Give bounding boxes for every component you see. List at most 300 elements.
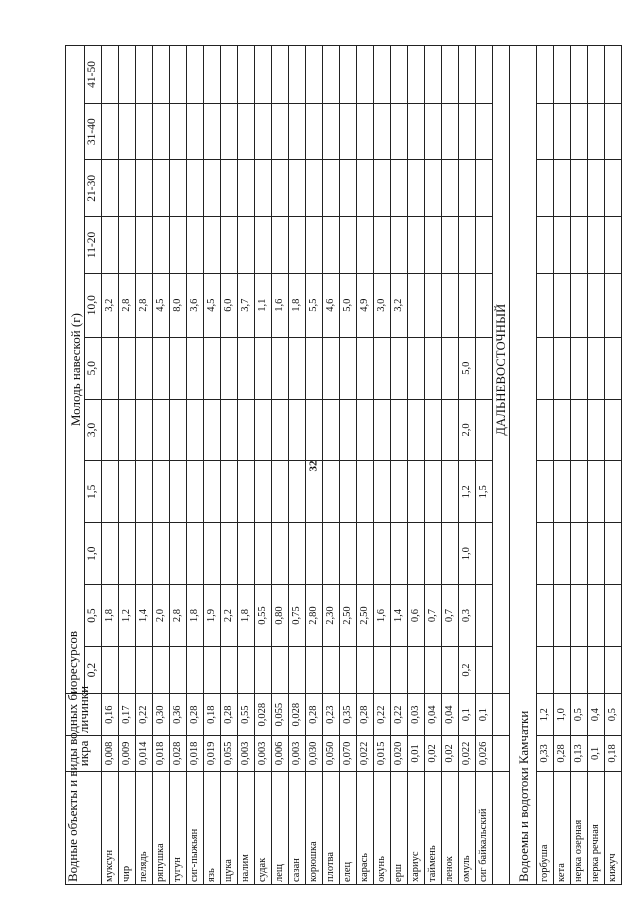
- molod-value: [136, 523, 153, 585]
- molod-value: [391, 217, 408, 274]
- molod-value: [221, 461, 238, 523]
- species-name: окунь: [374, 771, 391, 884]
- molod-value: [374, 523, 391, 585]
- molod-value: [289, 399, 306, 461]
- molod-value: 1,0: [459, 523, 476, 585]
- lichinki-value: 0,4: [588, 694, 605, 736]
- species-name: язь: [204, 771, 221, 884]
- molod-value: [119, 399, 136, 461]
- molod-value: [605, 523, 622, 585]
- molod-value: [537, 523, 554, 585]
- molod-value: [102, 646, 119, 693]
- weight-header: 1,5: [85, 461, 102, 523]
- molod-value: [391, 160, 408, 217]
- molod-value: [442, 399, 459, 461]
- ikra-value: 0,18: [605, 736, 622, 772]
- molod-value: [323, 461, 340, 523]
- table-row: [554, 46, 571, 885]
- molod-value: [255, 399, 272, 461]
- molod-value: [340, 399, 357, 461]
- molod-value: [255, 646, 272, 693]
- molod-value: [323, 46, 340, 104]
- ikra-value: 0,050: [323, 736, 340, 772]
- weight-header: 0,2: [85, 646, 102, 693]
- molod-value: [605, 160, 622, 217]
- molod-value: [374, 160, 391, 217]
- molod-value: 1,1: [255, 273, 272, 337]
- molod-value: [476, 160, 493, 217]
- table-row: [153, 46, 170, 885]
- molod-value: [204, 461, 221, 523]
- molod-value: [554, 46, 571, 104]
- molod-value: [588, 46, 605, 104]
- species-name: таймень: [425, 771, 442, 884]
- molod-value: [136, 160, 153, 217]
- molod-value: [119, 103, 136, 160]
- molod-value: 1,5: [476, 461, 493, 523]
- molod-value: [459, 160, 476, 217]
- molod-value: [170, 646, 187, 693]
- molod-value: [357, 217, 374, 274]
- molod-value: [221, 646, 238, 693]
- molod-value: [554, 160, 571, 217]
- table-row: [374, 46, 391, 885]
- molod-value: [554, 217, 571, 274]
- section-blank-2: [493, 736, 510, 772]
- molod-value: 1,8: [187, 585, 204, 647]
- ikra-value: 0,070: [340, 736, 357, 772]
- molod-value: 3,2: [102, 273, 119, 337]
- molod-value: [204, 399, 221, 461]
- species-name: плотва: [323, 771, 340, 884]
- table-row: [272, 46, 289, 885]
- molod-value: [136, 217, 153, 274]
- lichinki-value: 0,1: [459, 694, 476, 736]
- lichinki-value: 0,055: [272, 694, 289, 736]
- molod-value: [204, 523, 221, 585]
- molod-value: [537, 103, 554, 160]
- molod-value: [357, 523, 374, 585]
- weight-header: 41-50: [85, 46, 102, 104]
- molod-value: [425, 646, 442, 693]
- molod-value: [289, 46, 306, 104]
- species-name: кижуч: [605, 771, 622, 884]
- molod-value: 0,7: [425, 585, 442, 647]
- molod-value: 2,0: [153, 585, 170, 647]
- table-row: [537, 46, 554, 885]
- molod-value: [425, 461, 442, 523]
- molod-value: [442, 337, 459, 399]
- molod-value: [153, 399, 170, 461]
- weight-header: 31-40: [85, 103, 102, 160]
- molod-value: [170, 461, 187, 523]
- ikra-value: 0,003: [255, 736, 272, 772]
- molod-value: [306, 399, 323, 461]
- molod-value: [153, 217, 170, 274]
- lichinki-value: 0,1: [476, 694, 493, 736]
- molod-value: [187, 523, 204, 585]
- molod-value: [476, 646, 493, 693]
- molod-value: [340, 461, 357, 523]
- molod-value: [119, 217, 136, 274]
- molod-value: [170, 103, 187, 160]
- molod-value: 5,0: [340, 273, 357, 337]
- molod-value: [357, 103, 374, 160]
- lichinki-value: 0,30: [153, 694, 170, 736]
- molod-value: [119, 523, 136, 585]
- molod-value: [306, 646, 323, 693]
- table-row: [391, 46, 408, 885]
- molod-value: [153, 103, 170, 160]
- molod-value: [357, 461, 374, 523]
- molod-value: [425, 399, 442, 461]
- ikra-value: 0,022: [459, 736, 476, 772]
- table-row: [289, 46, 306, 885]
- molod-value: [306, 337, 323, 399]
- molod-value: [187, 399, 204, 461]
- species-name: пелядь: [136, 771, 153, 884]
- table-row: [408, 46, 425, 885]
- molod-value: 1,4: [136, 585, 153, 647]
- fish-stocking-table: [65, 45, 622, 885]
- molod-value: 0,6: [408, 585, 425, 647]
- section-blank-3: [493, 694, 510, 736]
- molod-value: [357, 399, 374, 461]
- molod-value: 1,8: [289, 273, 306, 337]
- molod-value: 1,4: [391, 585, 408, 647]
- header-molod: Молодь навеской (г): [66, 46, 85, 694]
- species-name: нерка речная: [588, 771, 605, 884]
- molod-value: [340, 646, 357, 693]
- header-ikra: икра: [66, 736, 102, 772]
- table-row: [476, 46, 493, 885]
- molod-value: [408, 217, 425, 274]
- molod-value: [605, 217, 622, 274]
- species-name: ерш: [391, 771, 408, 884]
- molod-value: [588, 273, 605, 337]
- molod-value: [255, 217, 272, 274]
- table-row: [605, 46, 622, 885]
- molod-value: [289, 646, 306, 693]
- molod-value: [374, 646, 391, 693]
- molod-value: [571, 46, 588, 104]
- molod-value: [408, 46, 425, 104]
- molod-value: [357, 337, 374, 399]
- molod-value: [323, 337, 340, 399]
- molod-value: [306, 160, 323, 217]
- molod-value: 6,0: [221, 273, 238, 337]
- molod-value: 2,8: [136, 273, 153, 337]
- molod-value: [323, 646, 340, 693]
- table-row: [136, 46, 153, 885]
- molod-value: [459, 217, 476, 274]
- molod-value: 2,50: [357, 585, 374, 647]
- table-row: [571, 46, 588, 885]
- rotated-table-wrapper: [65, 45, 635, 885]
- molod-value: [476, 46, 493, 104]
- molod-value: [187, 646, 204, 693]
- molod-value: [391, 103, 408, 160]
- molod-value: 2,30: [323, 585, 340, 647]
- molod-value: [238, 523, 255, 585]
- species-name: налим: [238, 771, 255, 884]
- molod-value: [425, 273, 442, 337]
- molod-value: [408, 337, 425, 399]
- lichinki-value: 0,16: [102, 694, 119, 736]
- molod-value: [289, 523, 306, 585]
- species-name: муксун: [102, 771, 119, 884]
- molod-value: 1,6: [374, 585, 391, 647]
- molod-value: [255, 461, 272, 523]
- molod-value: [588, 337, 605, 399]
- molod-value: [537, 46, 554, 104]
- molod-value: [102, 160, 119, 217]
- molod-value: [605, 103, 622, 160]
- molod-value: 3,0: [374, 273, 391, 337]
- molod-value: [272, 217, 289, 274]
- molod-value: [476, 217, 493, 274]
- table-row: [170, 46, 187, 885]
- section-row: [493, 46, 510, 885]
- molod-value: [537, 337, 554, 399]
- molod-value: [554, 585, 571, 647]
- molod-value: [425, 46, 442, 104]
- species-name: судак: [255, 771, 272, 884]
- ikra-value: 0,13: [571, 736, 588, 772]
- molod-value: [374, 399, 391, 461]
- molod-value: [187, 337, 204, 399]
- molod-value: [442, 46, 459, 104]
- molod-value: [340, 160, 357, 217]
- molod-value: [119, 46, 136, 104]
- molod-value: [571, 646, 588, 693]
- molod-value: [554, 103, 571, 160]
- ikra-value: 0,020: [391, 736, 408, 772]
- molod-value: 2,80: [306, 585, 323, 647]
- molod-value: 5,0: [459, 337, 476, 399]
- table-row: [255, 46, 272, 885]
- ikra-value: 0,028: [170, 736, 187, 772]
- ikra-value: 0,030: [306, 736, 323, 772]
- lichinki-value: 0,22: [136, 694, 153, 736]
- molod-value: [425, 160, 442, 217]
- molod-value: [306, 46, 323, 104]
- species-name: кета: [554, 771, 571, 884]
- molod-value: [323, 217, 340, 274]
- molod-value: [289, 160, 306, 217]
- species-name: чир: [119, 771, 136, 884]
- table-row: [102, 46, 119, 885]
- header-species: Водные объекты и виды водных биоресурсов: [66, 771, 102, 884]
- molod-value: [272, 646, 289, 693]
- weight-header: 21-30: [85, 160, 102, 217]
- molod-value: [571, 399, 588, 461]
- molod-value: 3,6: [187, 273, 204, 337]
- molod-value: [605, 273, 622, 337]
- molod-value: [459, 46, 476, 104]
- molod-value: [605, 585, 622, 647]
- molod-value: [588, 585, 605, 647]
- molod-value: 1,2: [119, 585, 136, 647]
- molod-value: [221, 337, 238, 399]
- molod-value: [442, 461, 459, 523]
- molod-value: [272, 461, 289, 523]
- molod-value: [442, 523, 459, 585]
- molod-value: 1,2: [459, 461, 476, 523]
- molod-value: [289, 461, 306, 523]
- molod-value: [102, 337, 119, 399]
- species-name: сазан: [289, 771, 306, 884]
- molod-value: 0,80: [272, 585, 289, 647]
- molod-value: [170, 523, 187, 585]
- molod-value: [554, 523, 571, 585]
- molod-value: [340, 103, 357, 160]
- molod-value: 8,0: [170, 273, 187, 337]
- lichinki-value: 0,22: [391, 694, 408, 736]
- table-row: [340, 46, 357, 885]
- molod-value: [588, 523, 605, 585]
- molod-value: [374, 217, 391, 274]
- molod-value: [391, 337, 408, 399]
- ikra-value: 0,1: [588, 736, 605, 772]
- table-row: [323, 46, 340, 885]
- molod-value: [170, 337, 187, 399]
- molod-value: [391, 646, 408, 693]
- molod-value: [119, 646, 136, 693]
- region-title: Водоемы и водотоки Камчатки: [510, 46, 537, 885]
- molod-value: [272, 103, 289, 160]
- molod-value: [204, 337, 221, 399]
- molod-value: [374, 337, 391, 399]
- molod-value: [459, 103, 476, 160]
- table-row: [306, 46, 323, 885]
- molod-value: [374, 461, 391, 523]
- molod-value: [476, 523, 493, 585]
- species-name: сиг-пыжьян: [187, 771, 204, 884]
- ikra-value: 0,022: [357, 736, 374, 772]
- molod-value: [221, 103, 238, 160]
- molod-value: [102, 523, 119, 585]
- lichinki-value: 0,35: [340, 694, 357, 736]
- molod-value: [272, 399, 289, 461]
- molod-value: [588, 399, 605, 461]
- weight-header: 11-20: [85, 217, 102, 274]
- molod-value: 0,55: [255, 585, 272, 647]
- molod-value: [537, 273, 554, 337]
- molod-value: [605, 337, 622, 399]
- molod-value: 4,5: [204, 273, 221, 337]
- molod-value: [425, 337, 442, 399]
- molod-value: [605, 46, 622, 104]
- molod-value: 0,3: [459, 585, 476, 647]
- table-row: [459, 46, 476, 885]
- molod-value: [102, 217, 119, 274]
- molod-value: [340, 523, 357, 585]
- molod-value: [605, 399, 622, 461]
- molod-value: 0,7: [442, 585, 459, 647]
- molod-value: [571, 273, 588, 337]
- table-row: [588, 46, 605, 885]
- molod-value: [571, 585, 588, 647]
- region-row: [510, 46, 537, 885]
- ikra-value: 0,003: [289, 736, 306, 772]
- table-row: [221, 46, 238, 885]
- molod-value: [238, 103, 255, 160]
- weight-header: 1,0: [85, 523, 102, 585]
- molod-value: [153, 646, 170, 693]
- molod-value: [306, 461, 323, 523]
- molod-value: [170, 160, 187, 217]
- molod-value: [187, 217, 204, 274]
- molod-value: [391, 46, 408, 104]
- table-row: [425, 46, 442, 885]
- molod-value: [153, 337, 170, 399]
- molod-value: [272, 160, 289, 217]
- species-name: горбуша: [537, 771, 554, 884]
- molod-value: [537, 646, 554, 693]
- species-name: карась: [357, 771, 374, 884]
- weight-header: 0,5: [85, 585, 102, 647]
- molod-value: [187, 461, 204, 523]
- molod-value: [537, 461, 554, 523]
- molod-value: [340, 217, 357, 274]
- molod-value: [136, 399, 153, 461]
- ikra-value: 0,003: [238, 736, 255, 772]
- molod-value: [323, 523, 340, 585]
- page-number: 32: [307, 460, 320, 472]
- molod-value: [340, 46, 357, 104]
- molod-value: [204, 160, 221, 217]
- molod-value: [170, 46, 187, 104]
- lichinki-value: 0,028: [255, 694, 272, 736]
- molod-value: [537, 217, 554, 274]
- molod-value: [588, 217, 605, 274]
- molod-value: [605, 646, 622, 693]
- table-row: [187, 46, 204, 885]
- molod-value: [588, 646, 605, 693]
- molod-value: 0,2: [459, 646, 476, 693]
- molod-value: [153, 46, 170, 104]
- species-name: щука: [221, 771, 238, 884]
- weight-header: 10,0: [85, 273, 102, 337]
- molod-value: [554, 399, 571, 461]
- lichinki-value: 1,2: [537, 694, 554, 736]
- ikra-value: 0,018: [153, 736, 170, 772]
- species-name: корюшка: [306, 771, 323, 884]
- molod-value: [391, 523, 408, 585]
- molod-value: [408, 461, 425, 523]
- molod-value: 1,8: [238, 585, 255, 647]
- molod-value: [408, 160, 425, 217]
- molod-value: [408, 103, 425, 160]
- ikra-value: 0,015: [374, 736, 391, 772]
- lichinki-value: 0,28: [187, 694, 204, 736]
- molod-value: 2,8: [170, 585, 187, 647]
- molod-value: [153, 160, 170, 217]
- molod-value: [119, 337, 136, 399]
- molod-value: [238, 337, 255, 399]
- weight-header: 3,0: [85, 399, 102, 461]
- table-row: [442, 46, 459, 885]
- ikra-value: 0,018: [187, 736, 204, 772]
- molod-value: [221, 46, 238, 104]
- molod-value: [221, 160, 238, 217]
- lichinki-value: 0,28: [306, 694, 323, 736]
- molod-value: [221, 399, 238, 461]
- molod-value: [357, 646, 374, 693]
- lichinki-value: 0,5: [605, 694, 622, 736]
- molod-value: [187, 160, 204, 217]
